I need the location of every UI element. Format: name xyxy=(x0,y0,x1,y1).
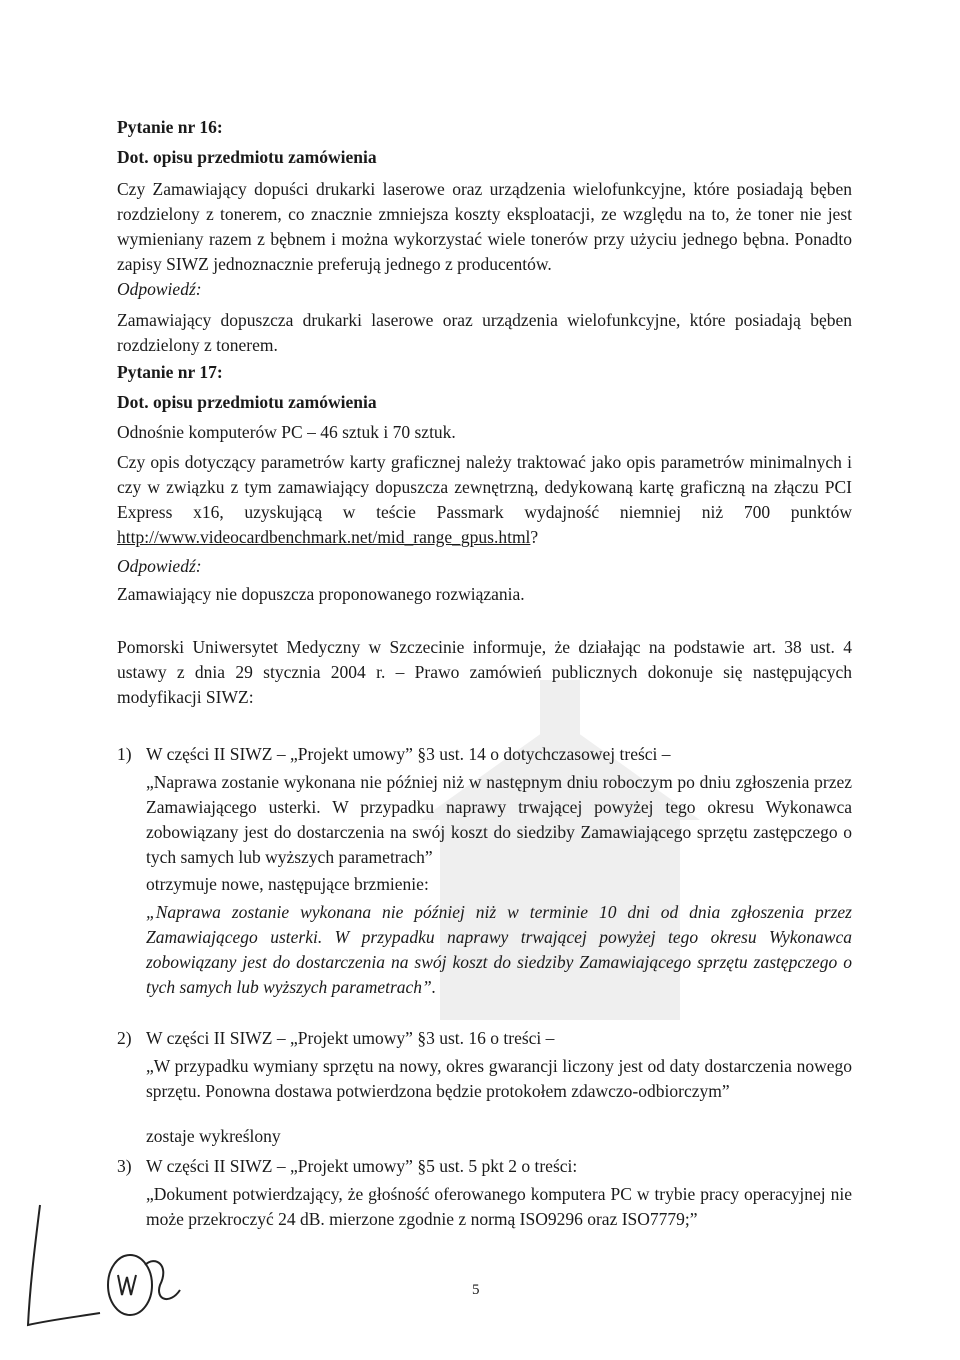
intro-paragraph: Pomorski Uniwersytet Medyczny w Szczecinie informuje, że działając na podstawie art. 38 ust. 4 ustawy z dnia 29 stycznia 2004 r. – Prawo zamówień publicznych dokonuje się następujących modyfikacji SIWZ: xyxy=(117,637,852,707)
q17-title: Pytanie nr 17: xyxy=(117,362,223,382)
item-2-action: zostaje wykreślony xyxy=(146,1126,281,1146)
q17-subject: Dot. opisu przedmiotu zamówienia xyxy=(117,392,377,412)
q16-answer: Zamawiający dopuszcza drukarki laserowe oraz urządzenia wielofunkcyjne, które posiadają bęben rozdzielony z tonerem. xyxy=(117,310,852,355)
item-2-old-text: „W przypadku wymiany sprzętu na nowy, okres gwarancji liczony jest od daty dostarczenia nowego sprzętu. Ponowna dostawa potwierdzona będzie protokołem zdawczo-odbiorczym” xyxy=(146,1056,852,1101)
item-1-new-text: „Naprawa zostanie wykonana nie później niż w terminie 10 dni od dnia zgłoszenia przez Zamawiającego usterki. W przypadku naprawy trwającej powyżej tego okresu Wykonawca zobowiązany jest do dostarczenia na swój koszt do siedziby Zamawiającego sprzętu zastępczego o tych samych lub wyższych parametrach”. xyxy=(146,902,852,997)
page-number: 5 xyxy=(472,1282,480,1298)
q17-ref: Odnośnie komputerów PC – 46 sztuk i 70 sztuk. xyxy=(117,422,456,442)
item-1-action: otrzymuje nowe, następujące brzmienie: xyxy=(146,874,429,894)
item-2-head: W części II SIWZ – „Projekt umowy” §3 ust. 16 o treści – xyxy=(146,1028,555,1048)
item-3-old-text: „Dokument potwierdzający, że głośność oferowanego komputera PC w trybie pracy operacyjnej nie może przekroczyć 24 dB. mierzone zgodnie z normą ISO9296 oraz ISO7779;” xyxy=(146,1184,852,1229)
q17-question xyxy=(117,450,852,550)
item-3-head: W części II SIWZ – „Projekt umowy” §5 ust. 5 pkt 2 o treści: xyxy=(146,1156,578,1176)
q17-question-end: ? xyxy=(530,527,539,547)
item-3-number: 3) xyxy=(117,1156,132,1176)
q16-question: Czy Zamawiający dopuści drukarki laserowe oraz urządzenia wielofunkcyjne, które posiadają bęben rozdzielony z tonerem, co znacznie zmniejsza koszty eksploatacji, ze względu na to, że toner nie jest wymieniany razem z bębnem i można wykorzystać wiele tonerów przy użyciu jednego bębna. Ponadto zapisy SIWZ jednoznacznie preferują jednego z producentów. xyxy=(117,179,852,274)
item-1-old-text: „Naprawa zostanie wykonana nie później niż w następnym dniu roboczym po dniu zgłoszenia przez Zamawiającego usterki. W przypadku naprawy trwającej powyżej tego okresu Wykonawca zobowiązany jest do dostarczenia na swój koszt do siedziby Zamawiającego sprzętu zastępczego o tych samych lub wyższych parametrach” xyxy=(146,772,852,867)
handwritten-signature-icon xyxy=(20,1195,210,1335)
item-1-head: W części II SIWZ – „Projekt umowy” §3 ust. 14 o dotychczasowej treści – xyxy=(146,744,671,764)
item-2-number: 2) xyxy=(117,1028,132,1048)
q17-answer-label: Odpowiedź: xyxy=(117,556,202,576)
q16-subject: Dot. opisu przedmiotu zamówienia xyxy=(117,147,377,167)
item-1-number: 1) xyxy=(117,744,132,764)
q16-answer-label: Odpowiedź: xyxy=(117,279,202,299)
q17-answer: Zamawiający nie dopuszcza proponowanego rozwiązania. xyxy=(117,584,525,604)
q16-title: Pytanie nr 16: xyxy=(117,117,223,137)
q17-question-text: Czy opis dotyczący parametrów karty graficznej należy traktować jako opis parametrów minimalnych i czy w związku z tym zamawiający dopuszcza zewnętrzną, dedykowaną kartę graficzną na złączu PCI Express x16, uzyskującą w teście Passmark wydajność niemniej niż 700 punktów xyxy=(117,452,852,522)
q17-link[interactable]: http://www.videocardbenchmark.net/mid_range_gpus.html xyxy=(117,527,531,547)
